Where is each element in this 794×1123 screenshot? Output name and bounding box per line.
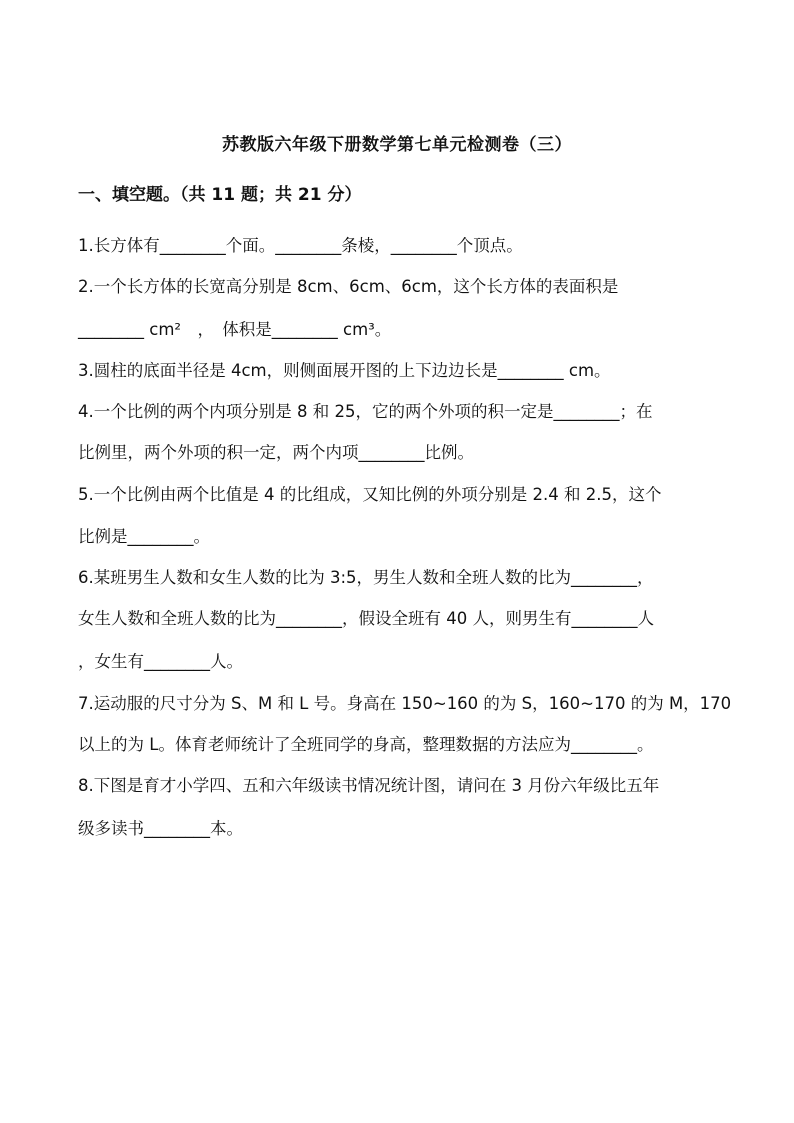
page-title: 苏教版六年级下册数学第七单元检测卷（三） [222,135,572,155]
question-5-line-2: 比例是________。 [78,527,210,546]
question-7-line-1: 7.运动服的尺寸分为 S、M 和 L 号。身高在 150~160 的为 S，160~170 的为 M，170 [78,694,732,713]
question-4-line-2: 比例里，两个外项的积一定，两个内项________比例。 [78,443,474,462]
question-8-line-1: 8.下图是育才小学四、五和六年级读书情况统计图，请问在 3 月份六年级比五年 [78,776,660,795]
section-heading-fill-in-blank: 一、填空题。（共 11 题；共 21 分） [78,185,362,205]
question-4-line-1: 4.一个比例的两个内项分别是 8 和 25，它的两个外项的积一定是________；在 [78,402,653,421]
question-3-line-1: 3.圆柱的底面半径是 4cm，则侧面展开图的上下边边长是________ cm。 [78,361,611,380]
question-6-line-2: 女生人数和全班人数的比为________，假设全班有 40 人，则男生有________人 [78,609,654,628]
question-6-line-1: 6.某班男生人数和女生人数的比为 3:5，男生人数和全班人数的比为________， [78,568,654,587]
question-1-line-1: 1.长方体有________个面。________条棱，________个顶点。 [78,236,523,255]
question-7-line-2: 以上的为 L。体育老师统计了全班同学的身高，整理数据的方法应为________。 [78,735,654,754]
question-8-line-2: 级多读书________本。 [78,819,243,838]
question-5-line-1: 5.一个比例由两个比值是 4 的比组成，又知比例的外项分别是 2.4 和 2.5，这个 [78,485,662,504]
question-2-line-2: ________ cm² ， 体积是________ cm³。 [78,320,392,339]
question-6-line-3: ，女生有________人。 [78,652,243,671]
question-2-line-1: 2.一个长方体的长宽高分别是 8cm、6cm、6cm，这个长方体的表面积是 [78,277,619,296]
